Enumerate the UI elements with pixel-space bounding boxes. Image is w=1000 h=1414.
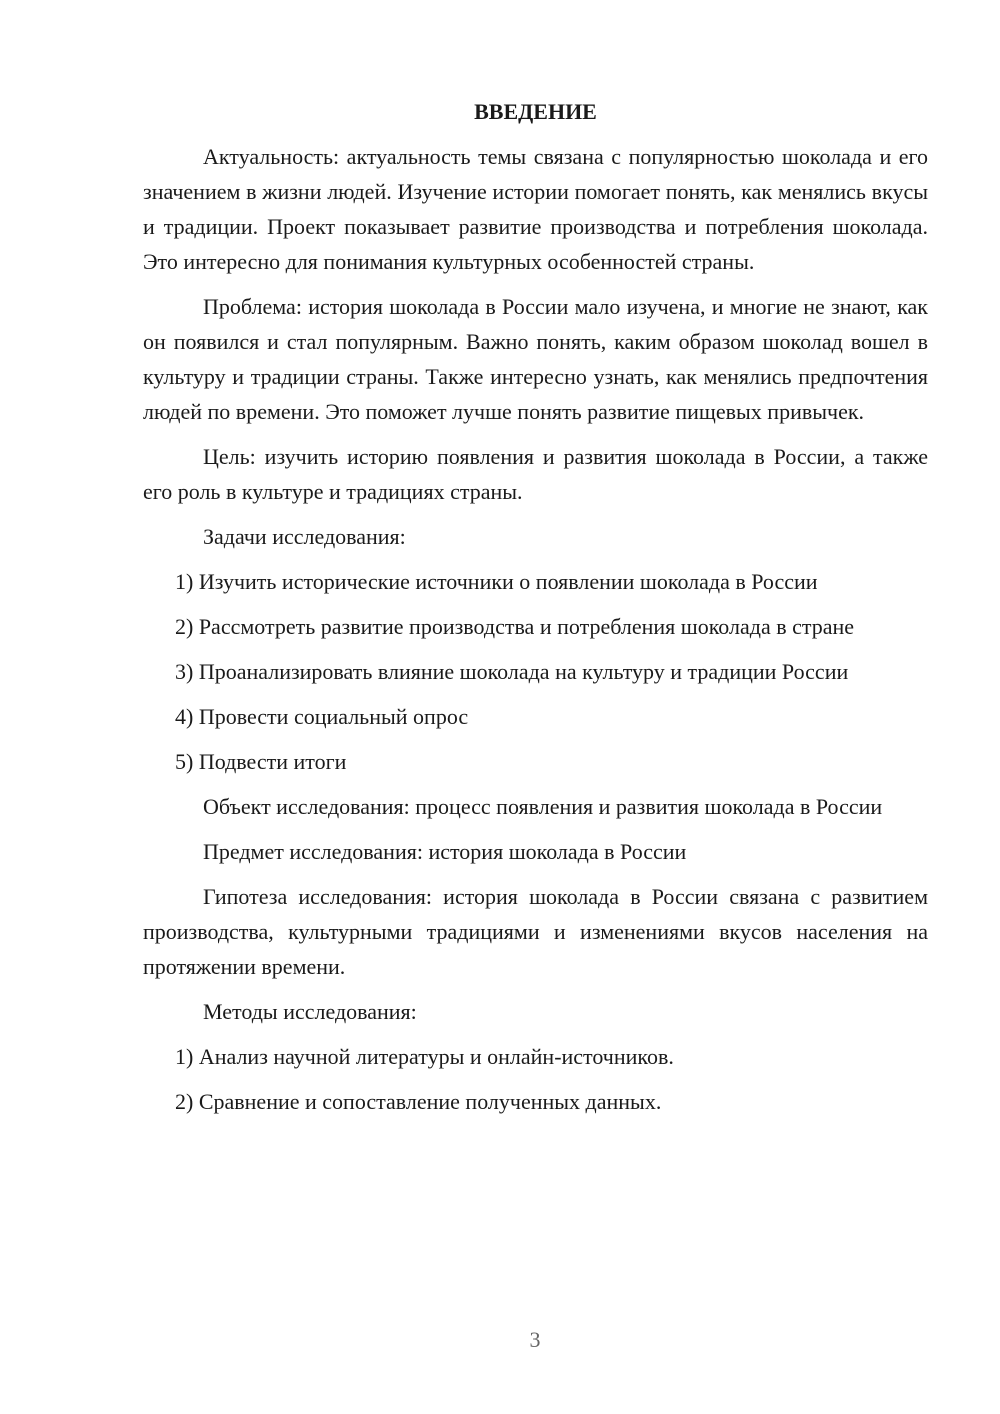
section-heading: ВВЕДЕНИЕ [474, 99, 597, 124]
task-item: 2) Рассмотреть развитие производства и потребления шоколада в стране [175, 614, 855, 639]
tasks-heading: Задачи исследования: [203, 524, 406, 549]
method-item: 1) Анализ научной литературы и онлайн-источников. [175, 1044, 674, 1069]
problem-paragraph: Проблема: история шоколада в России мало изучена, и многие не знают, как он появился и стал популярным. Важно понять, каким образом шоколад вошел в культуру и традиции страны. Также интересно узнать, как менялись предпочтения людей по времени. Это поможет лучше понять развитие пищевых привычек. [143, 294, 928, 424]
hypothesis-paragraph: Гипотеза исследования: история шоколада в России связана с развитием производства, культурными традициями и изменениями вкусов населения на протяжении времени. [143, 884, 928, 979]
relevance-paragraph: Актуальность: актуальность темы связана с популярностью шоколада и его значением в жизни людей. Изучение истории помогает понять, как менялись вкусы и традиции. Проект показывает развитие производства и потребления шоколада. Это интересно для понимания культурных особенностей страны. [143, 144, 928, 274]
subject-paragraph: Предмет исследования: история шоколада в России [203, 839, 687, 864]
task-item: 4) Провести социальный опрос [175, 704, 469, 729]
methods-heading: Методы исследования: [203, 999, 417, 1024]
document-page [143, 94, 928, 1129]
task-item: 5) Подвести итоги [175, 749, 347, 774]
goal-paragraph: Цель: изучить историю появления и развития шоколада в России, а также его роль в культуре и традициях страны. [143, 444, 928, 504]
task-item: 1) Изучить исторические источники о появлении шоколада в России [175, 569, 818, 594]
object-paragraph: Объект исследования: процесс появления и развития шоколада в России [203, 794, 883, 819]
task-item: 3) Проанализировать влияние шоколада на культуру и традиции России [175, 659, 849, 684]
page-number: 3 [529, 1327, 541, 1352]
method-item: 2) Сравнение и сопоставление полученных данных. [175, 1089, 662, 1114]
